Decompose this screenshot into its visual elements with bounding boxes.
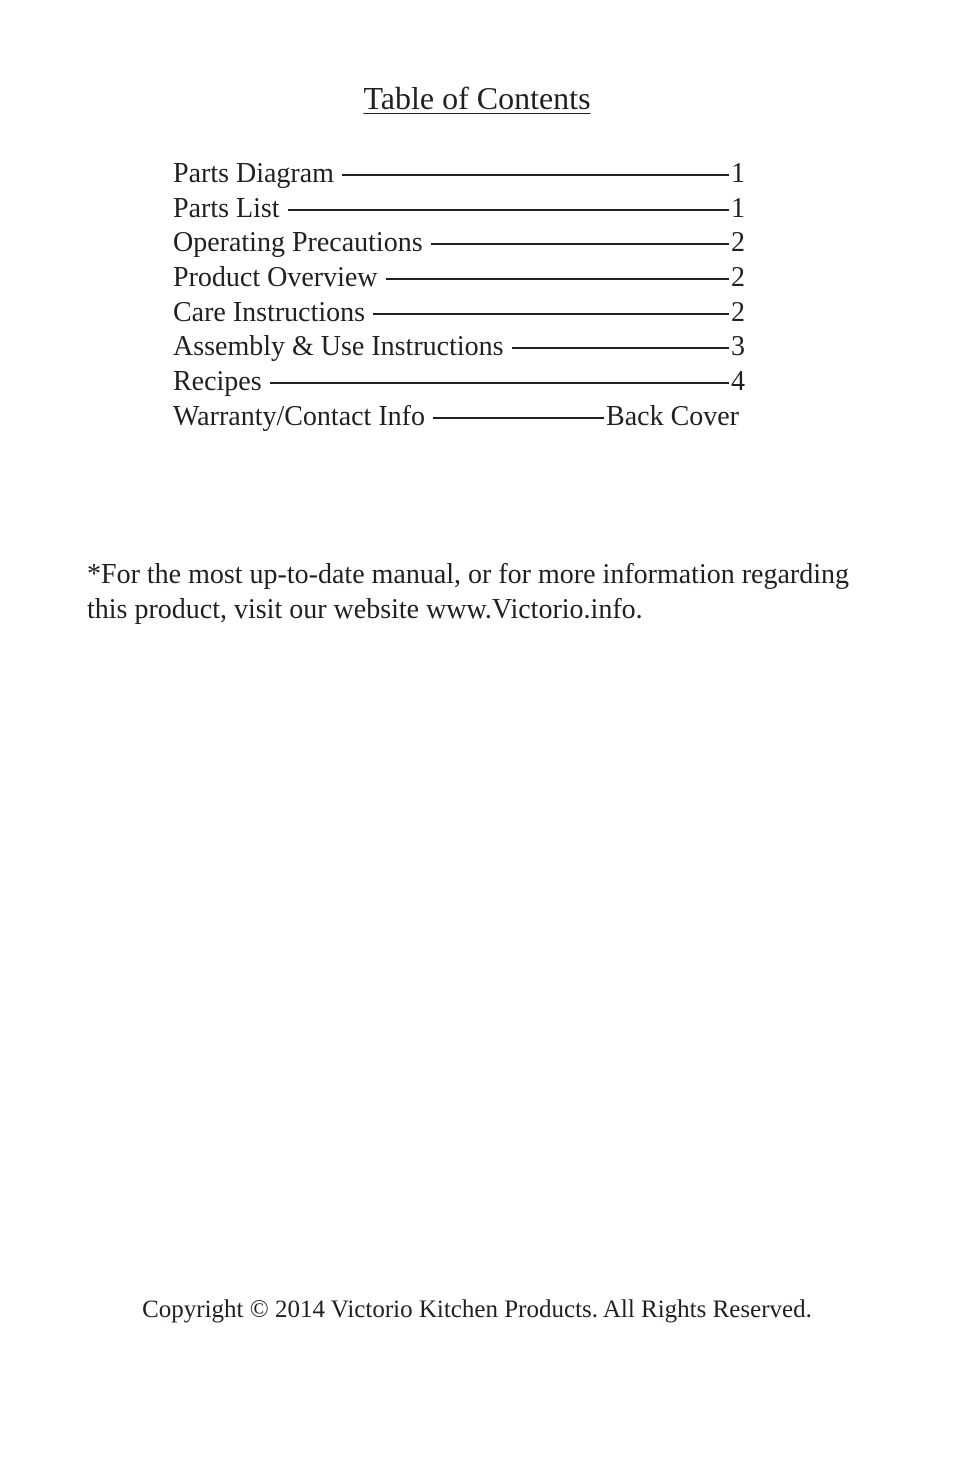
toc-label: Parts List <box>173 192 280 224</box>
toc-leader-line <box>433 417 604 419</box>
toc-leader-line <box>342 174 729 176</box>
toc-label: Recipes <box>173 366 262 398</box>
toc-page-number: Back Cover <box>606 400 739 432</box>
toc-page-number: 2 <box>731 296 745 328</box>
toc-leader-line <box>288 209 729 211</box>
toc-leader-line <box>386 278 729 280</box>
toc-label: Assembly & Use Instructions <box>173 331 504 363</box>
toc-row-care-instructions[interactable] <box>173 296 745 331</box>
toc-label: Product Overview <box>173 262 378 294</box>
toc-page-number: 1 <box>731 158 745 189</box>
toc-row-operating-precautions[interactable] <box>173 226 745 261</box>
toc-row-parts-list[interactable] <box>173 192 745 227</box>
toc-leader-line <box>431 243 729 245</box>
page-title <box>0 78 954 118</box>
toc-leader-line <box>512 347 729 349</box>
website-note-line-2: this product, visit our website www.Victorio.info. <box>87 594 643 625</box>
toc-label: Care Instructions <box>173 296 366 328</box>
website-note-line-1: *For the most up-to-date manual, or for more information regarding <box>87 559 850 590</box>
table-of-contents <box>173 157 745 435</box>
toc-row-assembly-use-instructions[interactable] <box>173 330 745 365</box>
toc-row-recipes[interactable] <box>173 365 745 400</box>
toc-label: Parts Diagram <box>173 158 334 189</box>
toc-label: Operating Precautions <box>173 227 423 259</box>
website-note <box>87 557 887 627</box>
toc-label: Warranty/Contact Info <box>173 400 425 432</box>
toc-row-product-overview[interactable] <box>173 261 745 296</box>
toc-row-parts-diagram[interactable] <box>173 157 745 192</box>
toc-leader-line <box>270 382 729 384</box>
toc-row-warranty-contact-info[interactable] <box>173 400 739 435</box>
toc-leader-line <box>373 313 729 315</box>
toc-page-number: 2 <box>731 227 745 259</box>
toc-page-number: 1 <box>731 192 745 224</box>
toc-page-number: 2 <box>731 262 745 294</box>
copyright-notice: Copyright © 2014 Victorio Kitchen Products. All Rights Reserved. <box>142 1296 812 1323</box>
page-title-text: Table of Contents <box>363 80 591 116</box>
toc-page-number: 3 <box>731 331 745 363</box>
toc-page-number: 4 <box>731 366 745 398</box>
